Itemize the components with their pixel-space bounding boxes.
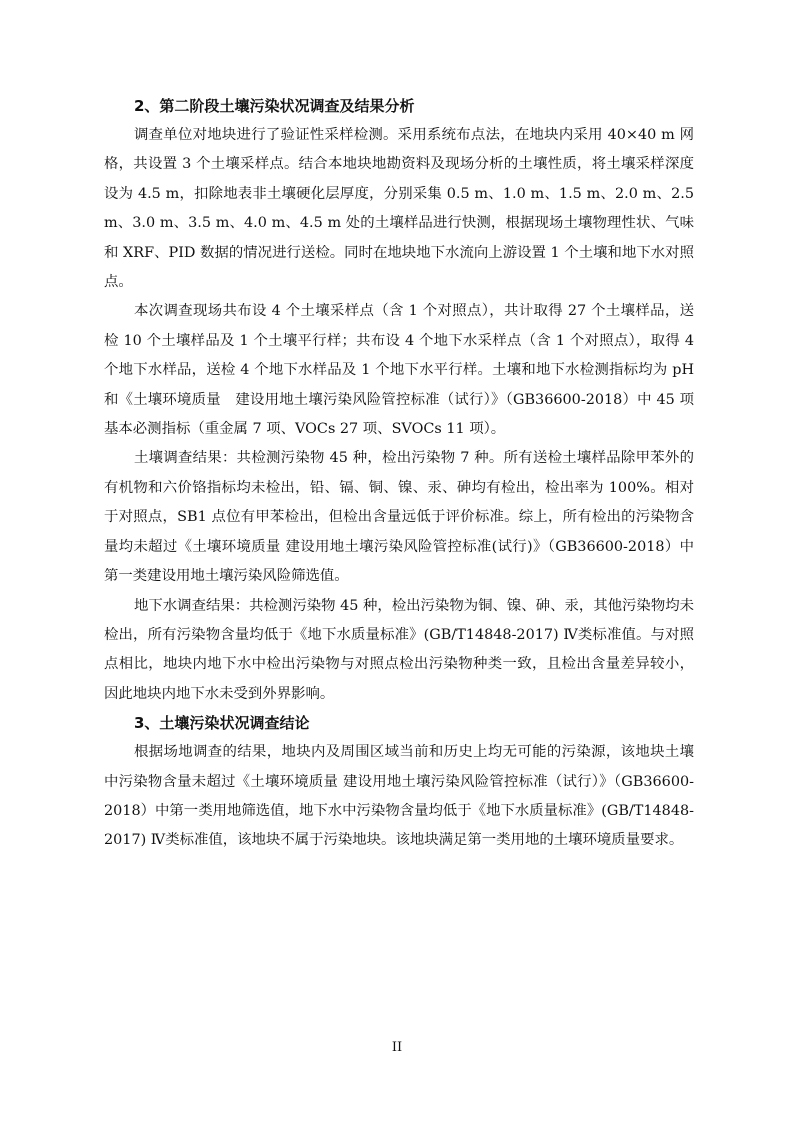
section-3-paragraph-1: 根据场地调查的结果，地块内及周围区域当前和历史上均无可能的污染源，该地块土壤中污染物含量未超过《土壤环境质量 建设用地土壤污染风险管控标准（试行）》（GB36600-2018）中第一类用地筛选值，地下水中污染物含量均低于《地下水质量标准》(GB/T14848-2017) Ⅳ类标准值，该地块不属于污染地块。该地块满足第一类用地的土壤环境质量要求。 — [104, 744, 694, 849]
section-2-paragraph-3: 土壤调查结果：共检测污染物 45 种，检出污染物 7 种。所有送检土壤样品除甲苯外的有机物和六价铬指标均未检出，铅、镉、铜、镍、汞、砷均有检出，检出率为 100%。相对于对照点，SB1 点位有甲苯检出，但检出含量远低于评价标准。综上，所有检出的污染物含量均未超过《土壤环境质量 建设用地土壤污染风险管控标准(试行)》（GB36600-2018）中第一类建设用地土壤污染风险筛选值。 — [104, 450, 694, 585]
section-2-paragraph-2: 本次调查现场共布设 4 个土壤采样点（含 1 个对照点），共计取得 27 个土壤样品，送检 10 个土壤样品及 1 个土壤平行样；共布设 4 个地下水采样点（含 1 个对照点），取得 4 个地下水样品，送检 4 个地下水样品及 1 个地下水平行样。土壤和地下水检测指标均为 pH 和《土壤环境质量 建设用地土壤污染风险管控标准（试行）》（GB36600-2018）中 45 项基本必测指标（重金属 7 项、VOCs 27 项、SVOCs 11 项）。 — [104, 303, 694, 438]
section-2-paragraph-1: 调查单位对地块进行了验证性采样检测。采用系统布点法，在地块内采用 40×40 m 网格，共设置 3 个土壤采样点。结合本地块地勘资料及现场分析的土壤性质，将土壤采样深度设为 4.5 m，扣除地表非土壤硬化层厚度，分别采集 0.5 m、1.0 m、1.5 m、2.0 m、2.5 m、3.0 m、3.5 m、4.0 m、4.5 m 处的土壤样品进行快测，根据现场土壤物理性状、气味和 XRF、PID 数据的情况进行送检。同时在地块地下水流向上游设置 1 个土壤和地下水对照点。 — [104, 127, 694, 291]
section-2-paragraph-4: 地下水调查结果：共检测污染物 45 种，检出污染物为铜、镍、砷、汞，其他污染物均未检出，所有污染物含量均低于《地下水质量标准》(GB/T14848-2017) Ⅳ类标准值。与对照点相比，地块内地下水中检出污染物与对照点检出污染物种类一致，且检出含量差异较小，因此地块内地下水未受到外界影响。 — [104, 597, 694, 702]
section-2-heading: 2、第二阶段土壤污染状况调查及结果分析 — [134, 97, 415, 115]
document-body — [104, 92, 694, 856]
page-number: II — [391, 1040, 403, 1055]
section-3-heading: 3、土壤污染状况调查结论 — [134, 714, 310, 733]
